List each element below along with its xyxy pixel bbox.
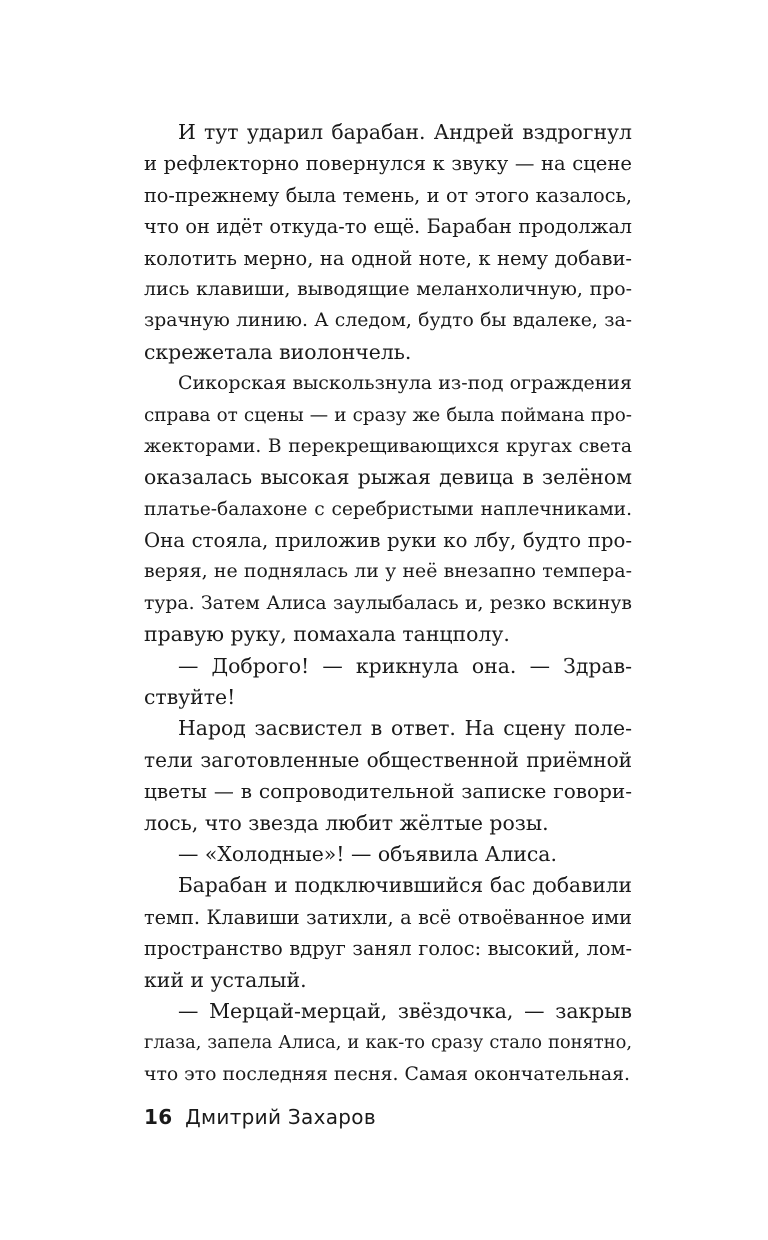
text-line: лось, что звезда любит жёлтые розы. (144, 810, 549, 835)
text-line: цветы — в сопроводительной записке говори- (144, 779, 632, 804)
paragraph-3 (144, 651, 632, 714)
paragraph-4 (144, 713, 632, 839)
text-line: что он идёт откуда-то ещё. Барабан продолжал (144, 215, 632, 239)
page-footer (144, 1105, 376, 1129)
text-line: тели заготовленные общественной приёмной (144, 747, 632, 772)
text-line: колотить мерно, на одной ноте, к нему добави- (144, 246, 632, 270)
body-text (144, 117, 632, 1090)
paragraph-7 (144, 996, 632, 1090)
paragraph-6 (144, 870, 632, 996)
paragraph-1 (144, 117, 632, 368)
text-line: лись клавиши, выводящие меланхоличную, про- (144, 277, 632, 300)
paragraph-5 (144, 839, 632, 870)
text-line: ствуйте! (144, 685, 236, 710)
text-line: Барабан и подключившийся бас добавили (178, 873, 632, 898)
text-line: по-прежнему была темень, и от этого казалось, (144, 183, 632, 207)
text-line: глаза, запела Алиса, и как-то сразу стало понятно, (144, 1032, 632, 1054)
page-number: 16 (144, 1105, 173, 1129)
text-line: правую руку, помахала танцполу. (144, 622, 510, 647)
running-head-author: Дмитрий Захаров (185, 1105, 376, 1129)
text-line: кий и усталый. (144, 967, 307, 992)
text-line: веряя, не поднялась ли у неё внезапно темпера- (144, 560, 632, 583)
text-line: зрачную линию. А следом, будто бы вдалеке, за- (144, 310, 632, 332)
text-line: — «Холодные»! — объявила Алиса. (178, 841, 557, 866)
text-line: жекторами. В перекрещивающихся кругах света (144, 435, 632, 457)
text-line: оказалась высокая рыжая девица в зелёном (144, 465, 632, 490)
text-line: что это последняя песня. Самая окончательная. (144, 1063, 630, 1085)
text-line: справа от сцены — и сразу же была поймана про- (144, 404, 632, 426)
text-line: скрежетала виолончель. (144, 339, 412, 364)
text-line: платье-балахоне с серебристыми наплечниками. (144, 498, 632, 520)
text-line: темп. Клавиши затихли, а всё отвоёванное ими (144, 905, 632, 929)
text-line: Народ засвистел в ответ. На сцену поле- (178, 716, 632, 741)
text-line: Сикорская выскользнула из-под ограждения (178, 372, 632, 395)
text-line: И тут ударил барабан. Андрей вздрогнул (178, 120, 632, 144)
text-line: пространство вдруг занял голос: высокий, лом- (144, 937, 632, 961)
text-line: — Доброго! — крикнула она. — Здрав- (178, 653, 632, 678)
text-line: тура. Затем Алиса заулыбалась и, резко вскинув (144, 592, 632, 614)
text-line: — Мерцай-мерцай, звёздочка, — закрыв (178, 998, 632, 1023)
text-line: Она стояла, приложив руки ко лбу, будто про- (144, 529, 632, 553)
text-line: и рефлекторно повернулся к звуку — на сцене (144, 152, 632, 176)
paragraph-2 (144, 368, 632, 651)
